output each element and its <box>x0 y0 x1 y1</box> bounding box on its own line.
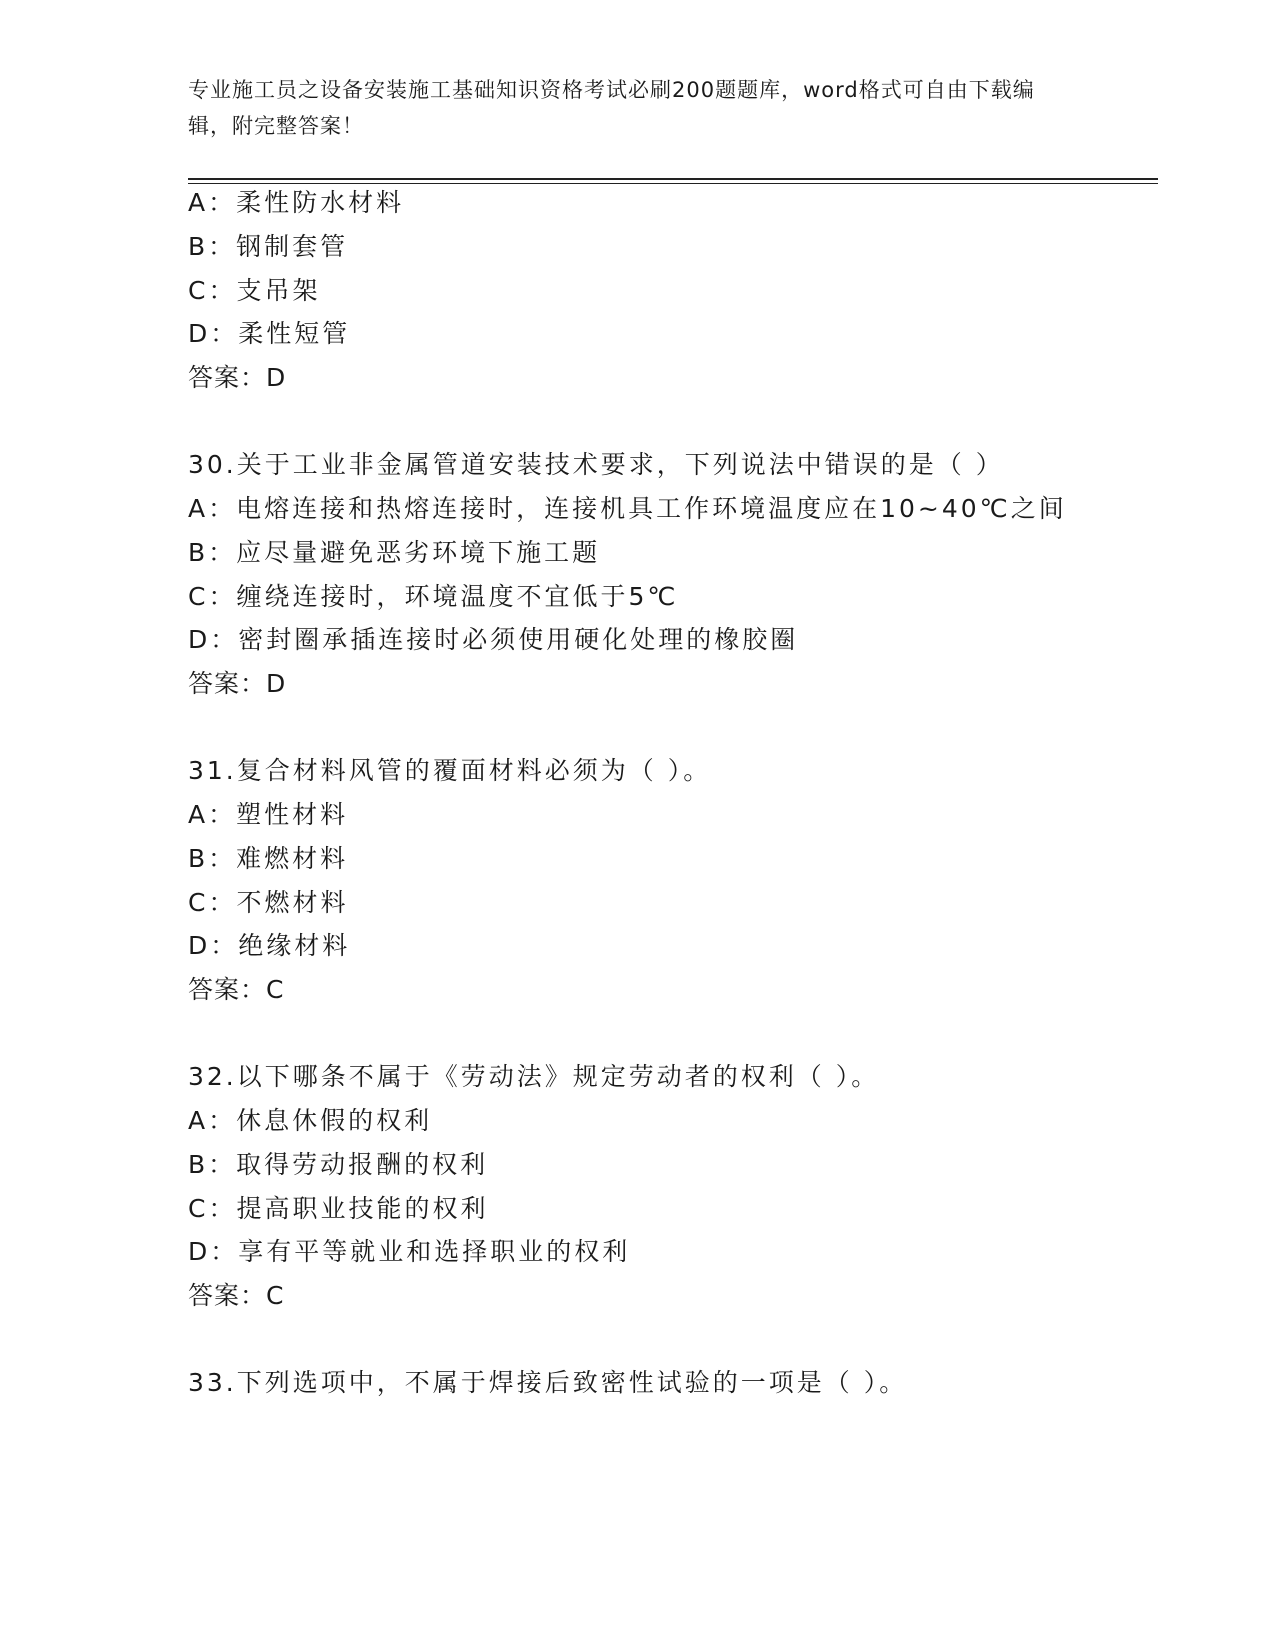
header-rule-thin <box>188 183 1158 184</box>
option-b: B：应尽量避免恶劣环境下施工题 <box>188 538 601 567</box>
question-stem: 33.下列选项中，不属于焊接后致密性试验的一项是（ ）。 <box>188 1368 908 1397</box>
option-a: A：电熔连接和热熔连接时，连接机具工作环境温度应在10~40℃之间 <box>188 494 1067 523</box>
option-a: A：柔性防水材料 <box>188 188 405 217</box>
option-c: C：提高职业技能的权利 <box>188 1194 489 1223</box>
option-b: B：钢制套管 <box>188 232 349 261</box>
option-c: C：支吊架 <box>188 276 321 305</box>
answer: 答案：D <box>188 669 287 698</box>
page-header: 专业施工员之设备安装施工基础知识资格考试必刷200题题库，word格式可自由下载编辑，附完整答案！ <box>188 78 1035 138</box>
question-stem: 30.关于工业非金属管道安装技术要求，下列说法中错误的是（ ） <box>188 450 1004 479</box>
answer: 答案：C <box>188 975 285 1004</box>
option-a: A：塑性材料 <box>188 800 349 829</box>
answer: 答案：C <box>188 1281 285 1310</box>
option-a: A：休息休假的权利 <box>188 1106 433 1135</box>
header-rule-thick <box>188 178 1158 180</box>
option-d: D：柔性短管 <box>188 319 351 348</box>
option-c: C：不燃材料 <box>188 888 349 917</box>
option-c: C：缠绕连接时，环境温度不宜低于5℃ <box>188 582 679 611</box>
option-d: D：绝缘材料 <box>188 931 351 960</box>
option-b: B：取得劳动报酬的权利 <box>188 1150 489 1179</box>
question-stem: 32.以下哪条不属于《劳动法》规定劳动者的权利（ ）。 <box>188 1062 880 1091</box>
question-stem: 31.复合材料风管的覆面材料必须为（ ）。 <box>188 756 712 785</box>
option-d: D：享有平等就业和选择职业的权利 <box>188 1237 631 1266</box>
answer: 答案：D <box>188 363 287 392</box>
option-d: D：密封圈承插连接时必须使用硬化处理的橡胶圈 <box>188 625 799 654</box>
option-b: B：难燃材料 <box>188 844 349 873</box>
